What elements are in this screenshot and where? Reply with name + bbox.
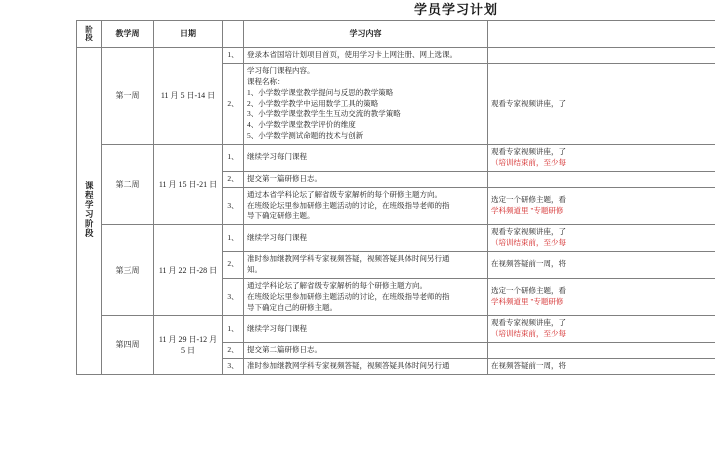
stage-header-line-1: 阶 <box>85 25 93 35</box>
requirement-note-line: （培训结束前，至少每 <box>491 157 566 167</box>
column-header-number <box>223 21 244 48</box>
content-line: 3、小学数学课堂教学生生互动交流的教学策略 <box>247 109 401 119</box>
content-line: 1、小学数学课堂教学提问与反思的教学策略 <box>247 87 394 97</box>
requirement-line: 观看专家视频讲座，了 <box>491 98 566 108</box>
item-number-cell: 2、 <box>223 343 244 359</box>
item-number-cell: 1、 <box>223 225 244 252</box>
content-line: 继续学习每门课程 <box>247 323 307 333</box>
date-cell: 11 月 29 日-12 月 5 日 <box>154 316 223 375</box>
week-cell: 第四周 <box>102 316 154 375</box>
week-cell: 第一周 <box>102 48 154 145</box>
page-title: 学员学习计划 <box>413 2 498 17</box>
content-cell <box>244 278 488 316</box>
requirement-cell <box>488 63 715 144</box>
requirement-line: 选定一个研修主题，看 <box>491 195 566 205</box>
content-line: 登录本省国培计划项目首页，使用学习卡上网注册、网上选课。 <box>247 50 457 59</box>
content-line: 继续学习每门课程 <box>247 152 307 162</box>
column-header-requirement <box>488 21 715 48</box>
content-cell <box>244 171 488 187</box>
table-header-row <box>77 21 715 48</box>
content-cell <box>244 145 488 172</box>
content-cell <box>244 359 488 375</box>
content-cell <box>244 316 488 343</box>
content-line: 通过学科论坛了解省级专家解析的每个研修主题方向。 <box>247 280 427 290</box>
requirement-cell <box>488 252 715 279</box>
column-header-stage <box>77 21 102 48</box>
requirement-cell <box>488 145 715 172</box>
content-cell <box>244 48 488 64</box>
item-number-cell: 3、 <box>223 278 244 316</box>
content-line: 学习每门课程内容。 <box>247 65 315 75</box>
content-cell <box>244 343 488 359</box>
requirement-cell <box>488 343 715 359</box>
requirement-cell <box>488 359 715 375</box>
content-line: 知。 <box>247 264 262 274</box>
requirement-line: 观看专家视频讲座，了 <box>491 227 566 237</box>
requirement-note-line: （培训结束前，至少每 <box>491 329 566 339</box>
table-row <box>77 145 715 172</box>
requirement-cell <box>488 187 715 225</box>
content-cell <box>244 252 488 279</box>
column-header-week: 教学周 <box>102 21 154 48</box>
content-line: 导下确定自己的研修主题。 <box>247 302 337 312</box>
week-cell: 第三周 <box>102 225 154 316</box>
requirement-note-line: 学科频道里 "专题研修 <box>491 297 564 307</box>
date-cell: 11 月 5 日-14 日 <box>154 48 223 145</box>
table-row <box>77 48 715 64</box>
requirement-line: 观看专家视频讲座，了 <box>491 147 566 156</box>
stage-header-line-2: 段 <box>85 33 93 42</box>
item-number-cell: 1、 <box>223 145 244 172</box>
item-number-cell: 1、 <box>223 316 244 343</box>
stage-label: 课程学习阶段 <box>84 180 95 238</box>
content-line: 5、小学数学测试命题的技术与创新 <box>247 131 364 141</box>
item-number-cell: 2、 <box>223 63 244 144</box>
week-cell: 第二周 <box>102 145 154 225</box>
content-line: 2、小学数学教学中运用数学工具的策略 <box>247 98 379 108</box>
requirement-line: 观看专家视频讲座，了 <box>491 318 566 328</box>
item-number-cell: 3、 <box>223 187 244 225</box>
table-row <box>77 225 715 252</box>
item-number-cell: 3、 <box>223 359 244 375</box>
item-number-cell: 1、 <box>223 48 244 64</box>
date-cell: 11 月 22 日-28 日 <box>154 225 223 316</box>
table-row <box>77 316 715 343</box>
stage-cell <box>77 48 102 375</box>
item-number-cell: 2、 <box>223 252 244 279</box>
content-line: 提交第二篇研修日志。 <box>247 345 322 355</box>
content-line: 在班级论坛里参加研修主题活动的讨论，在班级指导老师的指 <box>247 200 450 210</box>
study-plan-table <box>76 20 715 375</box>
requirement-line: 在视频答疑前一周，将 <box>491 361 566 370</box>
requirement-cell <box>488 278 715 316</box>
requirement-cell <box>488 171 715 187</box>
content-line: 准时参加继教网学科专家视频答疑，视频答疑具体时间另行通 <box>247 361 450 370</box>
requirement-line: 在视频答疑前一周，将 <box>491 259 566 269</box>
content-line: 继续学习每门课程 <box>247 232 307 242</box>
table-body <box>77 21 715 375</box>
content-cell <box>244 63 488 144</box>
content-line: 在班级论坛里参加研修主题活动的讨论，在班级指导老师的指 <box>247 291 450 301</box>
requirement-note-line: （培训结束前，至少每 <box>491 238 566 248</box>
column-header-date: 日期 <box>154 21 223 48</box>
requirement-note-line: 学科频道里 "专题研修 <box>491 205 564 215</box>
requirement-cell <box>488 48 715 64</box>
content-line: 4、小学数学课堂教学评价的维度 <box>247 120 356 130</box>
column-header-content: 学习内容 <box>244 21 488 48</box>
content-cell <box>244 187 488 225</box>
date-cell: 11 月 15 日-21 日 <box>154 145 223 225</box>
content-line: 提交第一篇研修日志。 <box>247 173 322 183</box>
requirement-line: 选定一个研修主题，看 <box>491 286 566 296</box>
content-cell <box>244 225 488 252</box>
item-number-cell: 2、 <box>223 171 244 187</box>
requirement-cell <box>488 225 715 252</box>
content-line: 导下确定研修主题。 <box>247 211 315 221</box>
content-line: 课程名称： <box>247 76 285 86</box>
requirement-cell <box>488 316 715 343</box>
content-line: 通过本省学科论坛了解省级专家解析的每个研修主题方向。 <box>247 189 442 199</box>
content-line: 准时参加继教网学科专家视频答疑，视频答疑具体时间另行通 <box>247 254 450 263</box>
